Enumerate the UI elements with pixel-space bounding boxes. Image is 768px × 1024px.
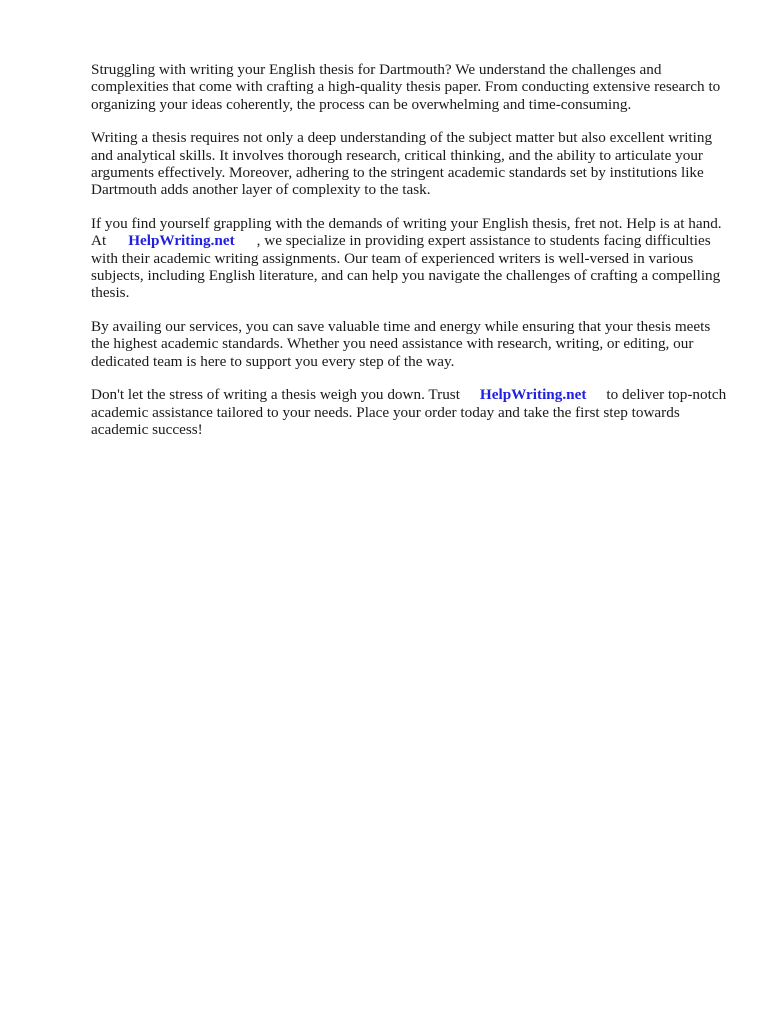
paragraph-benefits: By availing our services, you can save valuable time and energy while ensuring that your thesis meets the highest academic standards. Whether you need assistance with research, writing, or editing, our dedicated team is here to support you every step of the way. xyxy=(91,317,711,370)
paragraph-intro: Struggling with writing your English thesis for Dartmouth? We understand the challenges and complexities that come with crafting a high-quality thesis paper. From conducting extensive research to organizing your ideas coherently, the process can be overwhelming and time-consuming. xyxy=(91,61,721,113)
paragraph-help xyxy=(91,215,731,302)
paragraph-cta xyxy=(91,386,731,438)
paragraph-help-text-before: If you find yourself grappling with the demands of writing your English thesis, fret not. Help is at hand. At xyxy=(91,214,722,250)
helpwriting-link-cta[interactable]: HelpWriting.net xyxy=(479,386,587,404)
helpwriting-link[interactable]: HelpWriting.net xyxy=(128,232,235,250)
paragraph-help-text-after: , we specialize in providing expert assistance to students facing difficulties with their academic writing assignments. Our team of experienced writers is well-versed in various subjects, including English literature, and can help you navigate the challenges of crafting a compelling thesis. xyxy=(91,232,721,302)
paragraph-requirements: Writing a thesis requires not only a deep understanding of the subject matter but also excellent writing and analytical skills. It involves thorough research, critical thinking, and the ability to articulate your arguments effectively. Moreover, adhering to the stringent academic standards set by institutions like Dartmouth adds another layer of complexity to the task. xyxy=(91,129,713,199)
document-body xyxy=(91,61,731,454)
paragraph-cta-text-before: Don't let the stress of writing a thesis weigh you down. Trust xyxy=(91,386,460,404)
paragraph-cta-text-after: to deliver top-notch academic assistance tailored to your needs. Place your order today and take the first step towards academic success! xyxy=(91,386,727,438)
